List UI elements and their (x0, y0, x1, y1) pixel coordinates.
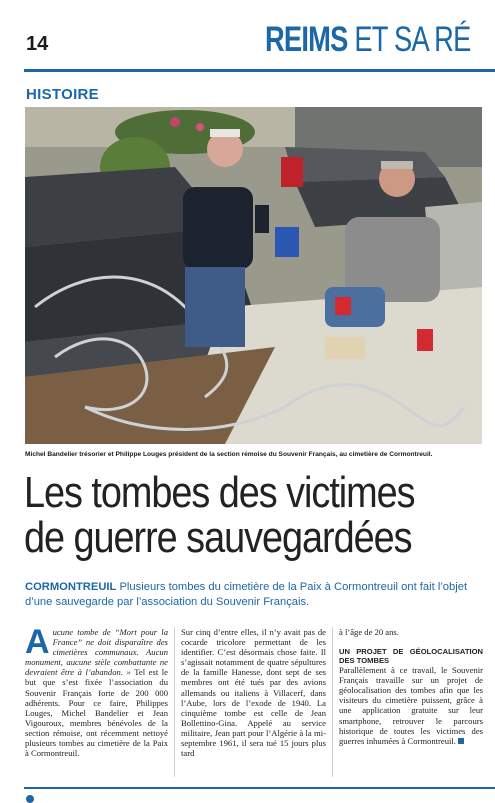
column-2-text: Sur cinq d’entre elles, il n’y avait pas de cocarde tricolore permettant de les identifier. C’est désormais chose faite. Il s’agissait notamment de quatre sépultures de la famille Hanesse, dont sept de ses membres ont été tués par des avions allemands ou italiens à Villacerf, dans l’Aube, lors de l’exode de 1940. La cinquième tombe est celle de Jean Bollettino-Gina. Appelé au service militaire, Jean part pour l’Algérie à la mi-septembre 1961, il sera tué 15 jours plus tard (181, 627, 326, 759)
article-column-3 (339, 627, 483, 746)
drop-cap: A (25, 623, 50, 661)
section-title-bold: REIMS (265, 20, 348, 59)
column-divider (174, 627, 175, 777)
end-mark-icon (458, 738, 464, 744)
headline-line-2: de guerre sauvegardées (24, 513, 412, 562)
section-kicker: HISTOIRE (26, 86, 99, 103)
page-number: 14 (26, 33, 49, 55)
article-photo (25, 107, 482, 444)
lead-text: Plusieurs tombes du cimetière de la Paix à Cormontreuil ont fait l’objet d’une sauvegarde par l’association du Souvenir Français. (25, 581, 468, 608)
article-column-1 (25, 623, 168, 759)
column-3-text: Parallèlement à ce travail, le Souvenir Français travaille sur un projet de géolocalisation des tombes afin que les visiteurs du cimetière puissent, grâce à une application gratuite sur leur smartphone, retrouver le parcours historique de toutes les victimes des guerres inhumées à Cormontreuil. (339, 665, 483, 746)
intro-quote: ucune tombe de “Mort pour la France” ne doit disparaître des cimetières communaux. Aucun monument, aucune stèle combattante ne devraient être à l’abandon. » (25, 627, 168, 678)
column-3-subhead: UN PROJET DE GÉOLOCALISATION DES TOMBES (339, 647, 483, 666)
next-article-stub (26, 792, 46, 802)
photo-caption: Michel Bandelier trésorier et Philippe Louges président de la section rémoise du Souvenir Français, au cimetière de Cormontreuil. (25, 451, 433, 458)
column-3-top: à l’âge de 20 ans. (339, 627, 399, 637)
column-divider (332, 627, 333, 777)
article-column-2 (181, 627, 326, 758)
section-title-rest: ET SA RÉ (347, 20, 471, 59)
header-rule (24, 69, 495, 72)
lead-place: CORMONTREUIL (25, 581, 117, 593)
section-title (265, 20, 471, 60)
article-lead (25, 580, 485, 610)
headline-line-1: Les tombes des victimes (24, 468, 415, 517)
article-headline (24, 470, 428, 560)
column-1-text: Tel est le but que s’est fixée l’association du Souvenir Français forte de 200 000 adhérents. Pour ce faire, Philippes Louges, Michel Bandelier et Jean Vigouroux, membres bénévoles de la section rémoise, ont récemment nettoyé plusieurs tombes au cimetière de la Paix à Cormontreuil. (25, 667, 168, 759)
footer-rule (24, 787, 495, 789)
